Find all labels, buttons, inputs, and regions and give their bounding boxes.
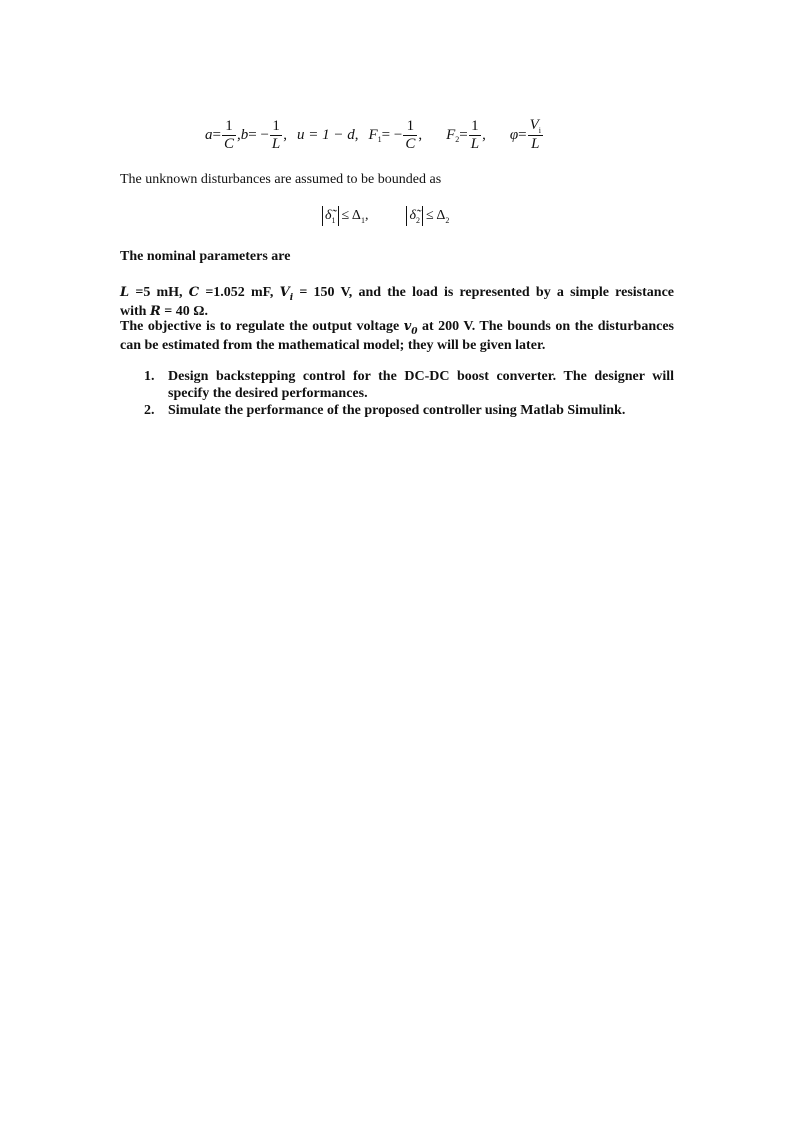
list-item-number: 2. [144,403,155,418]
eq-comma: , [418,126,423,143]
list-item-text: Design backstepping control for the DC-DC boost converter. The designer will specify the desired performances. [168,369,674,401]
eq-b-numerator: 1 [272,117,280,134]
eq-f1-equals: = − [381,126,403,143]
bound1-subscript: 1 [360,215,365,225]
eq-a-denominator: C [223,135,234,152]
eq-b-fraction [270,118,282,153]
definitions-equation [205,113,544,157]
eq-a-numerator: 1 [225,117,233,134]
param-C-value: =1.052 mF, [199,285,280,300]
list-item [144,402,674,419]
eq-phi-numerator [528,117,543,135]
eq-f1-subscript: 1 [377,134,382,144]
list-item-text: Simulate the performance of the proposed controller using Matlab Simulink. [168,403,626,418]
eq-b-denominator: L [271,135,281,152]
eq-phi-lhs: φ [509,126,519,143]
eq-comma: , [482,126,486,143]
task-list [144,368,674,419]
eq-f1-denominator: C [405,135,416,152]
delta2-subscript: 2 [415,216,420,225]
param-Vi-symbol: V [279,285,290,300]
nominal-parameters-heading: The nominal parameters are [120,249,291,264]
eq-phi-numerator-subscript: i [538,126,542,135]
eq-f2-denominator: L [470,135,480,152]
v0-subscript: 0 [411,327,418,337]
param-with-text: with [120,304,150,319]
param-R-value: = 40 Ω. [160,304,208,319]
eq-a-equals: = [212,126,221,143]
eq-f2-subscript: 2 [455,134,460,144]
bounds-comma: , [364,208,369,223]
eq-phi-numerator-symbol: V [529,117,539,133]
parameters-paragraph [120,284,674,320]
objective-line-2: can be estimated from the mathematical model; they will be given later. [120,338,546,353]
bound2-subscript: 2 [445,215,450,225]
param-L-symbol: L [120,285,130,300]
objective-text-b: at 200 V. The bounds on the disturbances [417,319,674,334]
eq-f1-lhs: F [368,126,378,143]
eq-phi-fraction [528,117,543,153]
list-item [144,368,674,402]
list-item-number: 1. [144,369,155,384]
bounds-equation [322,206,449,226]
eq-b-equals: = − [248,126,269,143]
objective-text-a: The objective is to regulate the output voltage [120,319,404,334]
param-Vi-subscript: i [289,293,294,303]
eq-phi-denominator: L [531,136,540,152]
eq-f2-fraction [469,118,481,153]
eq-phi-equals: = [518,126,527,143]
le-delta1: ≤ Δ [341,208,361,223]
param-R-symbol: R [149,304,161,319]
eq-f2-lhs: F [446,126,456,143]
objective-line-1 [120,318,674,337]
param-L-value: =5 mH, [129,285,189,300]
eq-comma: , [236,126,241,143]
v0-symbol: v [403,319,412,334]
abs-delta1 [322,206,339,226]
param-C-symbol: C [188,285,200,300]
objective-paragraph [120,318,674,354]
abs-delta2 [406,206,423,226]
eq-f2-equals: = [459,126,468,143]
param-Vi-value: = 150 V, and the load is represented by a simple resistance [293,285,675,300]
disturbance-intro-text: The unknown disturbances are assumed to be bounded as [120,172,442,187]
eq-comma: , [283,126,287,143]
delta2-symbol: δ̃ [409,208,416,223]
parameters-line-1 [120,284,674,303]
delta1-symbol: δ̃ [325,208,332,223]
le-delta2: ≤ Δ [425,208,446,223]
delta1-subscript: 1 [331,216,336,225]
eq-a-fraction [222,118,236,153]
eq-f1-fraction [403,118,417,153]
eq-a-lhs: a [205,126,213,143]
eq-comma: , [354,126,359,143]
eq-u-expression: u = 1 − d [297,126,355,143]
eq-f2-numerator: 1 [471,117,479,134]
eq-b-lhs: b [240,126,249,143]
eq-f1-numerator: 1 [406,117,415,134]
